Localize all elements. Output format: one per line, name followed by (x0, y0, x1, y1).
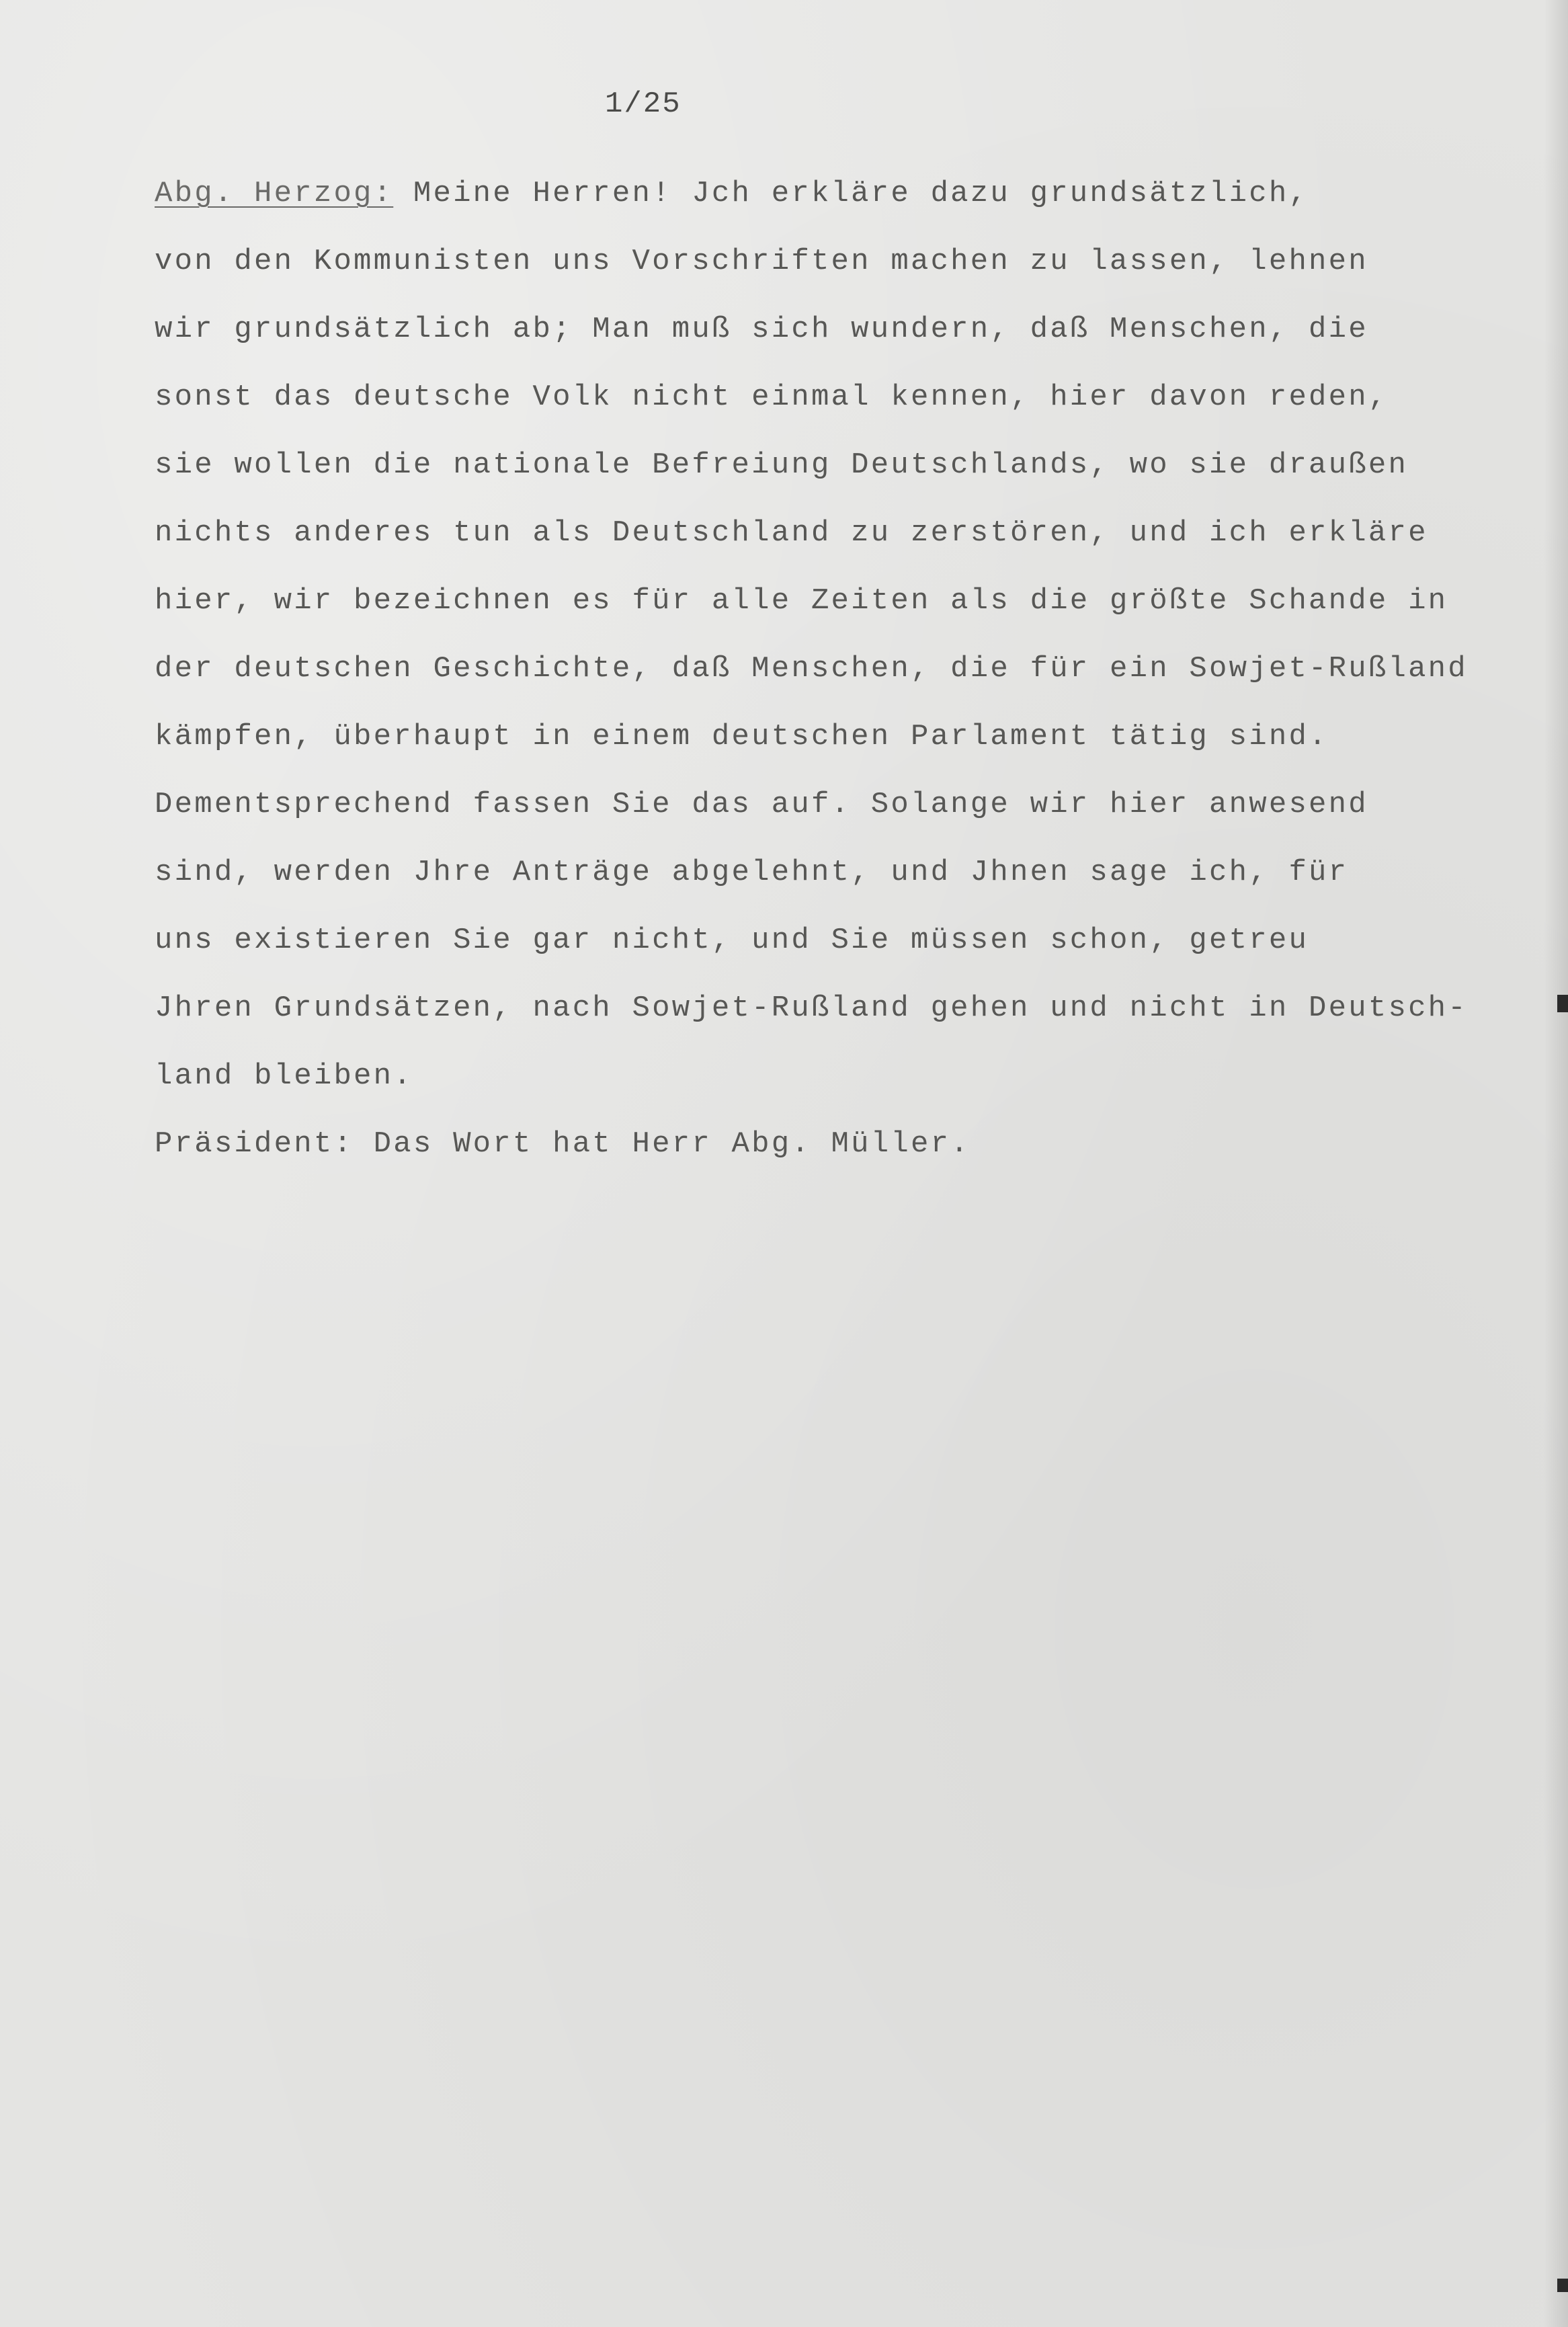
page-number: 1/25 (605, 87, 682, 121)
text-line: sonst das deutsche Volk nicht einmal kennen, hier davon reden, (155, 380, 1389, 414)
text-line: von den Kommunisten uns Vorschriften machen zu lassen, lehnen (155, 245, 1368, 278)
transcript-body (155, 160, 1553, 1178)
edge-mark (1557, 2279, 1568, 2292)
text-line: sind, werden Jhre Anträge abgelehnt, und Jhnen sage ich, für (155, 856, 1349, 889)
text-line: wir grundsätzlich ab; Man muß sich wundern, daß Menschen, die (155, 313, 1368, 346)
text-line: Präsident: Das Wort hat Herr Abg. Müller. (155, 1127, 971, 1161)
text-line: kämpfen, überhaupt in einem deutschen Parlament tätig sind. (155, 720, 1329, 753)
speaker-label: Abg. Herzog: (155, 177, 394, 210)
line-text: Meine Herren! Jch erkläre dazu grundsätzlich, (393, 177, 1309, 210)
text-line: sie wollen die nationale Befreiung Deutschlands, wo sie draußen (155, 448, 1409, 482)
text-line: Jhren Grundsätzen, nach Sowjet-Rußland gehen und nicht in Deutsch- (155, 991, 1468, 1025)
text-line: nichts anderes tun als Deutschland zu zerstören, und ich erkläre (155, 516, 1428, 550)
text-line: Dementsprechend fassen Sie das auf. Solange wir hier anwesend (155, 788, 1368, 821)
text-line (155, 160, 1553, 228)
text-line: hier, wir bezeichnen es für alle Zeiten als die größte Schande in (155, 584, 1448, 618)
text-line: der deutschen Geschichte, daß Menschen, die für ein Sowjet-Rußland (155, 652, 1468, 686)
edge-mark (1557, 995, 1568, 1012)
text-line: land bleiben. (155, 1059, 413, 1093)
text-line: uns existieren Sie gar nicht, und Sie müssen schon, getreu (155, 924, 1309, 957)
